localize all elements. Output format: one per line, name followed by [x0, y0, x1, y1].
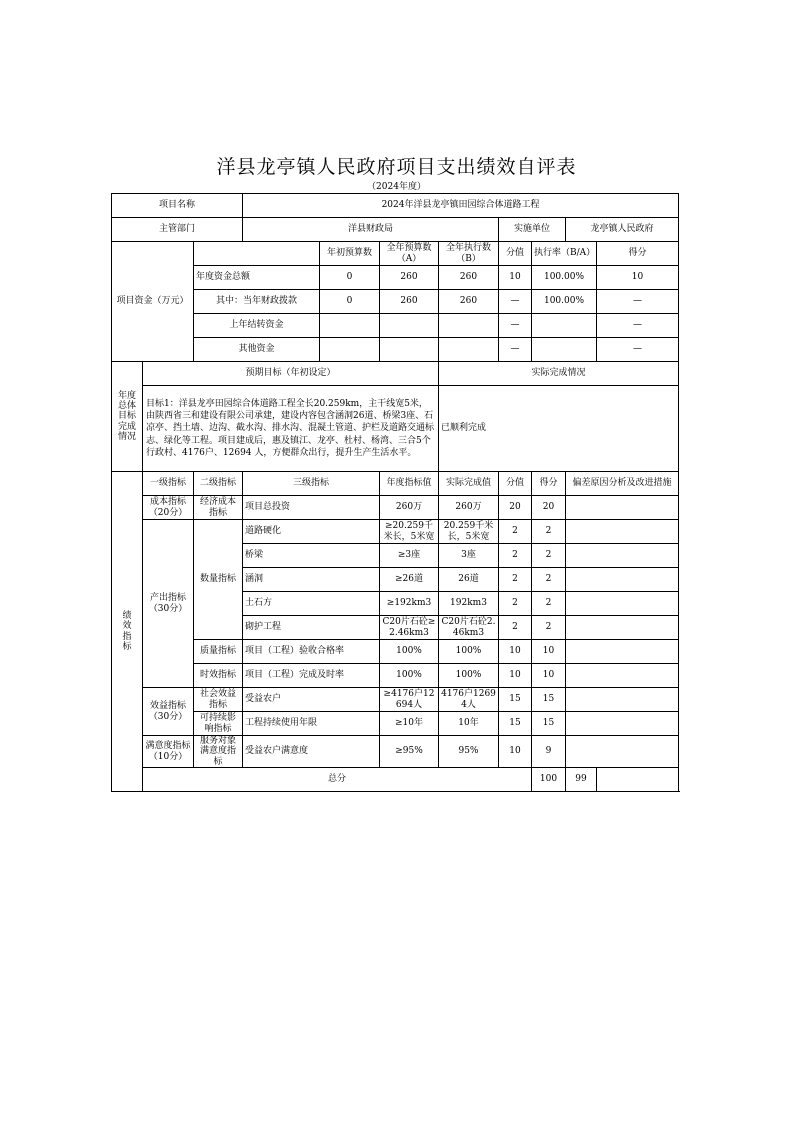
funds-header: 全年预算数（A）	[380, 242, 439, 266]
project-name-label: 项目名称	[112, 194, 243, 218]
indicator-row: 成本指标（20分） 经济成本指标 项目总投资 260万 260万 20 20	[112, 496, 679, 520]
funds-row: 上年结转资金 — —	[112, 314, 679, 338]
funds-header: 全年执行数（B）	[439, 242, 499, 266]
funds-header: 得分	[597, 242, 679, 266]
indicator-row: 桥梁 ≥3座 3座 2 2	[112, 544, 679, 568]
indicator-row: 满意度指标（10分） 服务对象满意度指标 受益农户满意度 ≥95% 95% 10 9	[112, 736, 679, 768]
total-label: 总分	[143, 768, 532, 792]
funds-label: 项目资金（万元）	[112, 242, 194, 362]
indicator-row: 涵洞 ≥26道 26道 2 2	[112, 568, 679, 592]
project-name: 2024年洋县龙亭镇田园综合体道路工程	[243, 194, 679, 218]
total-value: 100	[532, 768, 566, 792]
funds-header: 执行率（B/A）	[532, 242, 597, 266]
indicator-header: 实际完成值	[439, 472, 499, 496]
indicator-row: 产出指标（30分） 数量指标 道路硬化 ≥20.259千米长，5米宽 20.259千米长，5米宽 2 2	[112, 520, 679, 544]
page-title: 洋县龙亭镇人民政府项目支出绩效自评表	[216, 156, 577, 178]
indicator-header: 一级指标	[143, 472, 194, 496]
indicator-header: 三级指标	[243, 472, 380, 496]
self-evaluation-table	[111, 193, 679, 792]
expected-goal-text: 目标1：洋县龙亭田园综合体道路工程全长20.259km，主干线宽5米，由陕西省三和建设有限公司承建，建设内容包含涵洞26道、桥梁3座、石凉亭、挡土墙、边沟、截水沟、排水沟、混凝土管道、护栏及道路交通标志、绿化等工程。项目建成后，惠及镇江、龙亭、杜村、杨湾、三合5个行政村、4176户、12694 人，方便群众出行，提升生产生活水平。	[143, 386, 439, 472]
total-score: 99	[566, 768, 597, 792]
impl-label: 实施单位	[499, 218, 566, 242]
funds-header: 分值	[499, 242, 532, 266]
funds-header: 年初预算数	[320, 242, 380, 266]
indicators-label: 绩效指标	[112, 472, 143, 792]
indicator-row: 可持续影响指标 工程持续使用年限 ≥10年 10年 15 15	[112, 712, 679, 736]
indicator-header: 分值	[499, 472, 532, 496]
expected-goal-header: 预期目标（年初设定）	[143, 362, 439, 386]
funds-row: 年度资金总额 0 260 260 10 100.00% 10	[112, 266, 679, 290]
funds-row: 其他资金 — —	[112, 338, 679, 362]
indicator-row: 质量指标 项目（工程）验收合格率 100% 100% 10 10	[112, 640, 679, 664]
actual-completion-header: 实际完成情况	[439, 362, 679, 386]
impl-value: 龙亭镇人民政府	[566, 218, 679, 242]
indicator-header: 二级指标	[194, 472, 243, 496]
dept-label: 主管部门	[112, 218, 243, 242]
goals-label: 年度总体目标完成情况	[112, 362, 143, 472]
indicator-header: 年度指标值	[380, 472, 439, 496]
funds-row: 其中：当年财政拨款 0 260 260 — 100.00% —	[112, 290, 679, 314]
year-subtitle: （2024年度）	[367, 182, 426, 192]
indicator-row: 效益指标（30分） 社会效益指标 受益农户 ≥4176户12694人 4176户12694人 15 15	[112, 688, 679, 712]
indicator-header: 得分	[532, 472, 566, 496]
indicator-header: 偏差原因分析及改进措施	[566, 472, 679, 496]
actual-completion-text: 已顺利完成	[439, 386, 679, 472]
indicator-row: 砌护工程 C20片石砼≥2.46km3 C20片石砼2.46km3 2 2	[112, 616, 679, 640]
indicator-row: 时效指标 项目（工程）完成及时率 100% 100% 10 10	[112, 664, 679, 688]
indicator-row: 土石方 ≥192km3 192km3 2 2	[112, 592, 679, 616]
dept-value: 洋县财政局	[243, 218, 499, 242]
